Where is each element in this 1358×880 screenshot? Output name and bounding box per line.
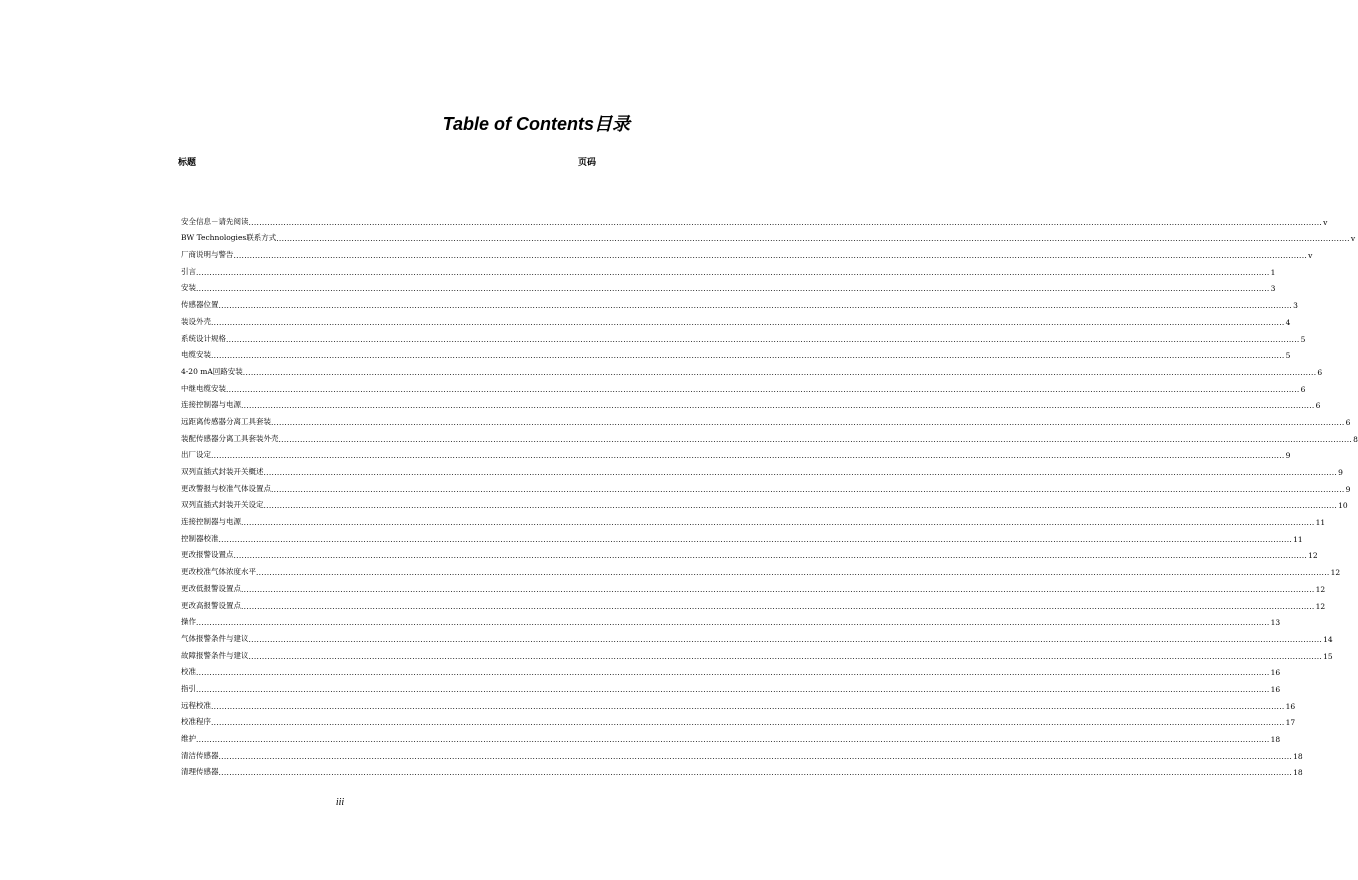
toc-entry[interactable] (181, 494, 1348, 511)
toc-dot-leader: ................................................................................................................................................................................................................................................................................................................................................................................................................ (248, 634, 1323, 644)
toc-entry[interactable] (181, 611, 1281, 628)
toc-entry-page: 11 (1293, 534, 1303, 544)
toc-entry[interactable] (181, 544, 1318, 561)
toc-entry-title: 出厂设定 (181, 450, 211, 460)
toc-entry-page: 9 (1345, 484, 1351, 494)
toc-entry[interactable] (181, 360, 1323, 377)
toc-dot-leader: ................................................................................................................................................................................................................................................................................................................................................................................................................ (211, 701, 1285, 711)
toc-entry[interactable] (181, 627, 1333, 644)
toc-dot-leader: ................................................................................................................................................................................................................................................................................................................................................................................................................ (196, 684, 1270, 694)
toc-dot-leader: ................................................................................................................................................................................................................................................................................................................................................................................................................ (233, 551, 1308, 561)
toc-entry-page: 6 (1345, 417, 1351, 427)
toc-entry-title: 更改警报与校准气体设置点 (181, 483, 271, 493)
toc-entry-title: 清理传感器 (181, 767, 219, 777)
toc-dot-leader: ................................................................................................................................................................................................................................................................................................................................................................................................................ (196, 735, 1270, 744)
toc-dot-leader: ................................................................................................................................................................................................................................................................................................................................................................................................................ (226, 384, 1300, 394)
toc-entry-page: 12 (1330, 568, 1341, 578)
toc-dot-leader: ................................................................................................................................................................................................................................................................................................................................................................................................................ (276, 234, 1350, 244)
toc-entry-title: 传感器位置 (181, 300, 219, 310)
toc-dot-leader: ................................................................................................................................................................................................................................................................................................................................................................................................................ (233, 251, 1308, 261)
toc-entry[interactable] (181, 527, 1303, 544)
toc-entry-page: 3 (1270, 284, 1276, 294)
toc-entry[interactable] (181, 477, 1351, 494)
toc-entry-title: 4-20 mA回路安装 (181, 366, 243, 376)
toc-entry-page: 16 (1285, 701, 1296, 711)
table-of-contents (181, 210, 1358, 778)
toc-entry-page: 12 (1315, 584, 1326, 594)
toc-dot-leader: ................................................................................................................................................................................................................................................................................................................................................................................................................ (218, 534, 1293, 544)
toc-entry-title: 双列直插式封装开关设定 (181, 500, 264, 510)
toc-entry-page: v (1323, 217, 1328, 227)
toc-dot-leader: ................................................................................................................................................................................................................................................................................................................................................................................................................ (271, 417, 1345, 427)
toc-entry-title: 安装 (181, 283, 196, 293)
toc-entry[interactable] (181, 744, 1303, 761)
toc-entry[interactable] (181, 260, 1276, 277)
toc-entry[interactable] (181, 594, 1326, 611)
toc-entry[interactable] (181, 277, 1276, 294)
page-column-heading: 页码 (578, 158, 597, 168)
toc-entry-page: v (1308, 251, 1313, 261)
toc-entry[interactable] (181, 694, 1296, 711)
toc-entry-title: 远程校准 (181, 700, 211, 710)
toc-entry-page: 5 (1285, 351, 1291, 361)
toc-entry-title: 连接控制器与电源 (181, 517, 241, 527)
toc-entry-page: 5 (1300, 334, 1306, 344)
toc-entry-page: v (1350, 234, 1356, 244)
toc-dot-leader: ................................................................................................................................................................................................................................................................................................................................................................................................................ (196, 284, 1270, 294)
toc-entry-page: 3 (1293, 301, 1298, 311)
toc-entry[interactable] (181, 394, 1321, 411)
toc-entry-title: 更改校准气体浓度水平 (181, 567, 256, 577)
toc-entry-title: 系统设计规格 (181, 333, 226, 343)
toc-entry-title: 装配传感器分离工具套装外壳 (181, 433, 279, 443)
toc-dot-leader: ................................................................................................................................................................................................................................................................................................................................................................................................................ (241, 401, 1315, 411)
toc-entry-title: 控制器校准 (181, 533, 219, 543)
toc-dot-leader: ................................................................................................................................................................................................................................................................................................................................................................................................................ (211, 451, 1285, 461)
toc-entry[interactable] (181, 377, 1306, 394)
toc-entry[interactable] (181, 427, 1358, 444)
toc-entry-page: 9 (1338, 468, 1343, 477)
toc-dot-leader: ................................................................................................................................................................................................................................................................................................................................................................................................................ (241, 601, 1315, 611)
toc-entry[interactable] (181, 344, 1291, 361)
toc-entry-title: 连接控制器与电源 (181, 400, 241, 410)
toc-entry-title: 指引 (181, 683, 196, 693)
toc-dot-leader: ................................................................................................................................................................................................................................................................................................................................................................................................................ (278, 434, 1353, 444)
toc-dot-leader: ................................................................................................................................................................................................................................................................................................................................................................................................................ (263, 501, 1338, 511)
toc-entry-title: 厂商说明与警告 (181, 250, 234, 260)
toc-entry[interactable] (181, 560, 1341, 578)
toc-entry-page: 11 (1315, 518, 1326, 528)
toc-entry-page: 18 (1293, 751, 1303, 761)
toc-entry[interactable] (181, 577, 1326, 594)
toc-entry[interactable] (181, 711, 1296, 728)
toc-dot-leader: ................................................................................................................................................................................................................................................................................................................................................................................................................ (271, 484, 1345, 494)
toc-entry-page: 6 (1317, 367, 1323, 377)
toc-entry-title: 引言 (181, 266, 196, 276)
toc-entry[interactable] (181, 310, 1291, 327)
toc-dot-leader: ................................................................................................................................................................................................................................................................................................................................................................................................................ (211, 351, 1285, 361)
toc-entry-title: 更改低报警设置点 (181, 583, 241, 593)
toc-entry-page: 12 (1308, 551, 1318, 561)
toc-entry-title: 安全信息－请先阅读 (181, 216, 249, 226)
toc-dot-leader: ................................................................................................................................................................................................................................................................................................................................................................................................................ (241, 584, 1315, 594)
toc-entry-page: 16 (1270, 668, 1281, 678)
toc-entry-page: 17 (1285, 718, 1296, 728)
toc-entry-page: 4 (1285, 317, 1291, 327)
toc-entry[interactable] (181, 227, 1356, 244)
toc-entry[interactable] (181, 410, 1351, 427)
toc-dot-leader: ................................................................................................................................................................................................................................................................................................................................................................................................................ (256, 568, 1330, 578)
toc-entry-title: 校准 (181, 667, 196, 677)
toc-entry[interactable] (181, 327, 1306, 344)
toc-dot-leader: ................................................................................................................................................................................................................................................................................................................................................................................................................ (218, 751, 1293, 761)
toc-entry[interactable] (181, 243, 1313, 261)
toc-entry-title: BW Technologies联系方式 (181, 233, 277, 243)
toc-entry[interactable] (181, 444, 1291, 461)
toc-dot-leader: ................................................................................................................................................................................................................................................................................................................................................................................................................ (196, 618, 1270, 628)
toc-dot-leader: ................................................................................................................................................................................................................................................................................................................................................................................................................ (242, 367, 1317, 377)
toc-entry-page: 12 (1315, 601, 1326, 611)
toc-entry-title: 维护 (181, 734, 196, 743)
page-title: Table of Contents目录 (442, 114, 630, 134)
toc-entry-page: 14 (1323, 634, 1333, 644)
toc-entry[interactable] (181, 644, 1333, 661)
toc-dot-leader: ................................................................................................................................................................................................................................................................................................................................................................................................................ (196, 668, 1270, 678)
toc-entry-title: 更改报警设置点 (181, 550, 234, 560)
toc-entry-title: 远距离传感器分离工具套装 (181, 416, 271, 426)
toc-entry-page: 6 (1300, 384, 1306, 394)
toc-entry-page: 15 (1323, 651, 1333, 661)
toc-entry[interactable] (181, 210, 1328, 227)
toc-dot-leader: ................................................................................................................................................................................................................................................................................................................................................................................................................ (263, 468, 1338, 477)
toc-entry-title: 故障报警条件与建议 (181, 650, 249, 660)
toc-entry[interactable] (181, 661, 1281, 678)
toc-entry-title: 气体报警条件与建议 (181, 633, 249, 643)
toc-dot-leader: ................................................................................................................................................................................................................................................................................................................................................................................................................ (226, 334, 1300, 344)
toc-entry[interactable] (181, 510, 1326, 528)
toc-dot-leader: ................................................................................................................................................................................................................................................................................................................................................................................................................ (218, 768, 1293, 778)
title-column-heading: 标题 (178, 158, 197, 168)
toc-entry-page: 9 (1285, 451, 1291, 461)
toc-entry[interactable] (181, 727, 1281, 744)
toc-dot-leader: ................................................................................................................................................................................................................................................................................................................................................................................................................ (218, 301, 1293, 311)
toc-entry-page: 18 (1293, 768, 1303, 778)
toc-dot-leader: ................................................................................................................................................................................................................................................................................................................................................................................................................ (211, 718, 1285, 728)
toc-entry[interactable] (181, 293, 1298, 311)
toc-dot-leader: ................................................................................................................................................................................................................................................................................................................................................................................................................ (211, 317, 1285, 327)
toc-dot-leader: ................................................................................................................................................................................................................................................................................................................................................................................................................ (248, 217, 1323, 227)
toc-entry-page: 10 (1338, 501, 1348, 511)
toc-entry-page: 6 (1315, 401, 1321, 411)
toc-entry-title: 校准程序 (181, 717, 211, 727)
page-number: iii (335, 797, 345, 808)
toc-entry-page: 8 (1353, 434, 1358, 444)
toc-entry-title: 双列直插式封装开关概述 (181, 467, 264, 476)
toc-dot-leader: ................................................................................................................................................................................................................................................................................................................................................................................................................ (241, 518, 1315, 528)
toc-entry-title: 操作 (181, 617, 196, 627)
toc-dot-leader: ................................................................................................................................................................................................................................................................................................................................................................................................................ (248, 651, 1323, 661)
toc-entry-page: 18 (1270, 735, 1281, 744)
toc-entry-page: 1 (1270, 267, 1276, 277)
toc-dot-leader: ................................................................................................................................................................................................................................................................................................................................................................................................................ (196, 267, 1270, 277)
toc-entry-title: 中继电缆安装 (181, 383, 226, 393)
toc-entry-title: 清洁传感器 (181, 750, 219, 760)
toc-entry-title: 电缆安装 (181, 350, 211, 360)
toc-entry-page: 13 (1270, 618, 1281, 628)
toc-entry-title: 装设外壳 (181, 316, 211, 326)
toc-entry-page: 16 (1270, 684, 1281, 694)
toc-entry[interactable] (181, 677, 1281, 694)
toc-entry-title: 更改高报警设置点 (181, 600, 241, 610)
toc-entry[interactable] (181, 761, 1303, 778)
toc-entry[interactable] (181, 460, 1343, 477)
